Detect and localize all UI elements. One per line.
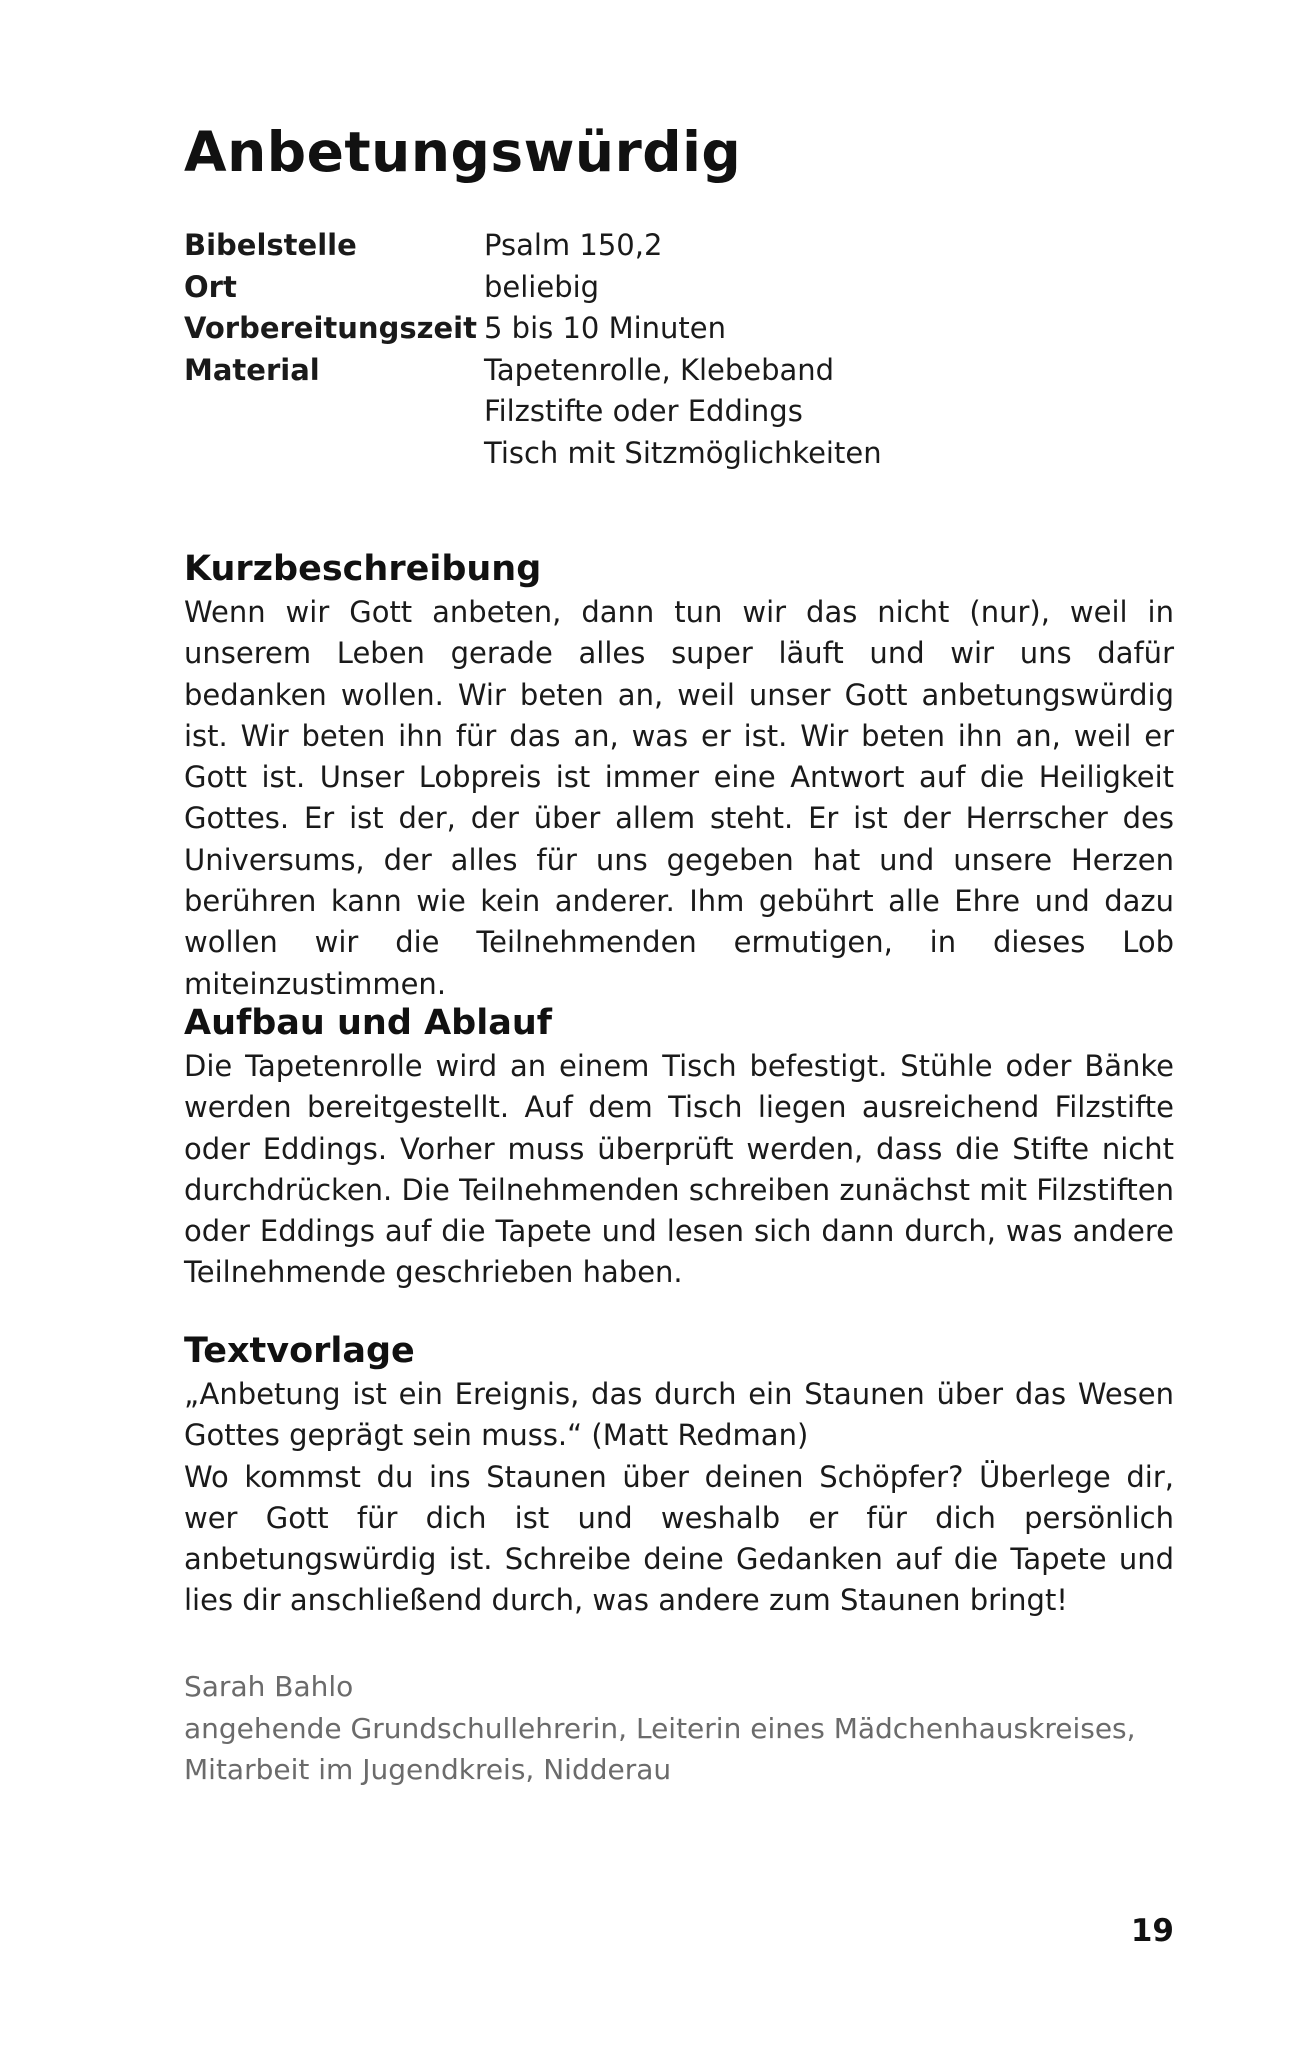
meta-label: Ort [184,269,237,304]
meta-label: Bibelstelle [184,228,357,262]
section-text: Wenn wir Gott anbeten, dann tun wir das nicht (nur), weil in unserem Leben gerade alles super läuft und wir uns dafür bedanken wollen. Wir beten an, weil unser Gott anbetungswürdig ist. Wir beten ihn für das an, was er ist. Wir beten ihn an, weil er Gott ist. Unser Lobpreis ist immer eine Antwort auf die Heiligkeit Gottes. Er ist der, der über allem steht. Er ist der Herrscher des Universums, der alles für uns gegeben hat und unsere Herzen berühren kann wie kein anderer. Ihm gebührt alle Ehre und dazu wollen wir die Teilnehmenden ermutigen, in dieses Lob miteinzustimmen. [184,595,1174,1001]
author-name: Sarah Bahlo [184,1670,354,1703]
meta-row-vorbereitungszeit [184,308,1174,350]
author-description: Mitarbeit im Jugendkreis, Nidderau [184,1753,672,1786]
meta-value: 5 bis 10 Minuten [484,311,727,345]
meta-label: Vorbereitungszeit [184,311,477,345]
page [184,0,1174,2048]
author-block [184,1666,1174,1791]
quote-text: „Anbetung ist ein Ereignis, das durch ein Staunen über das Wesen Gottes geprägt sein muss.“ (Matt Redman) [184,1377,1174,1453]
section-heading: Textvorlage [184,1331,415,1371]
author-description: angehende Grundschullehrerin, Leiterin eines Mädchenhauskreises, [184,1711,1136,1745]
meta-row-bibelstelle [184,225,1174,267]
meta-value: Tapetenrolle, Klebeband [484,352,835,387]
meta-value: Filzstifte oder Eddings [484,394,803,428]
meta-label: Material [184,352,320,387]
meta-row-material [184,350,1174,475]
page-title: Anbetungswürdig [184,120,742,184]
section-textvorlage [184,1328,1174,1622]
meta-value: Tisch mit Sitzmöglichkeiten [484,435,882,470]
section-text: Wo kommst du ins Staunen über deinen Schöpfer? Überlege dir, wer Gott für dich ist und weshalb er für dich persönlich anbetungswürdig ist. Schreibe deine Gedanken auf die Tapete und lies dir anschließend durch, was andere zum Staunen bringt! [184,1459,1174,1618]
section-aufbau [184,1000,1174,1294]
meta-table [184,225,1174,474]
section-heading: Aufbau und Ablauf [184,1003,552,1043]
section-heading: Kurzbeschreibung [184,549,542,589]
meta-value: beliebig [484,269,600,304]
section-text: Die Tapetenrolle wird an einem Tisch befestigt. Stühle oder Bänke werden bereitgestellt. Auf dem Tisch liegen ausreichend Filzstifte oder Eddings. Vorher muss überprüft werden, dass die Stifte nicht durchdrücken. Die Teilnehmenden schreiben zunächst mit Filzstiften oder Eddings auf die Tapete und lesen sich dann durch, was andere Teilnehmende geschrieben haben. [184,1049,1174,1290]
section-kurzbeschreibung [184,546,1174,1005]
meta-row-ort [184,267,1174,309]
meta-value: Psalm 150,2 [484,228,663,262]
page-number: 19 [1130,1913,1174,1949]
